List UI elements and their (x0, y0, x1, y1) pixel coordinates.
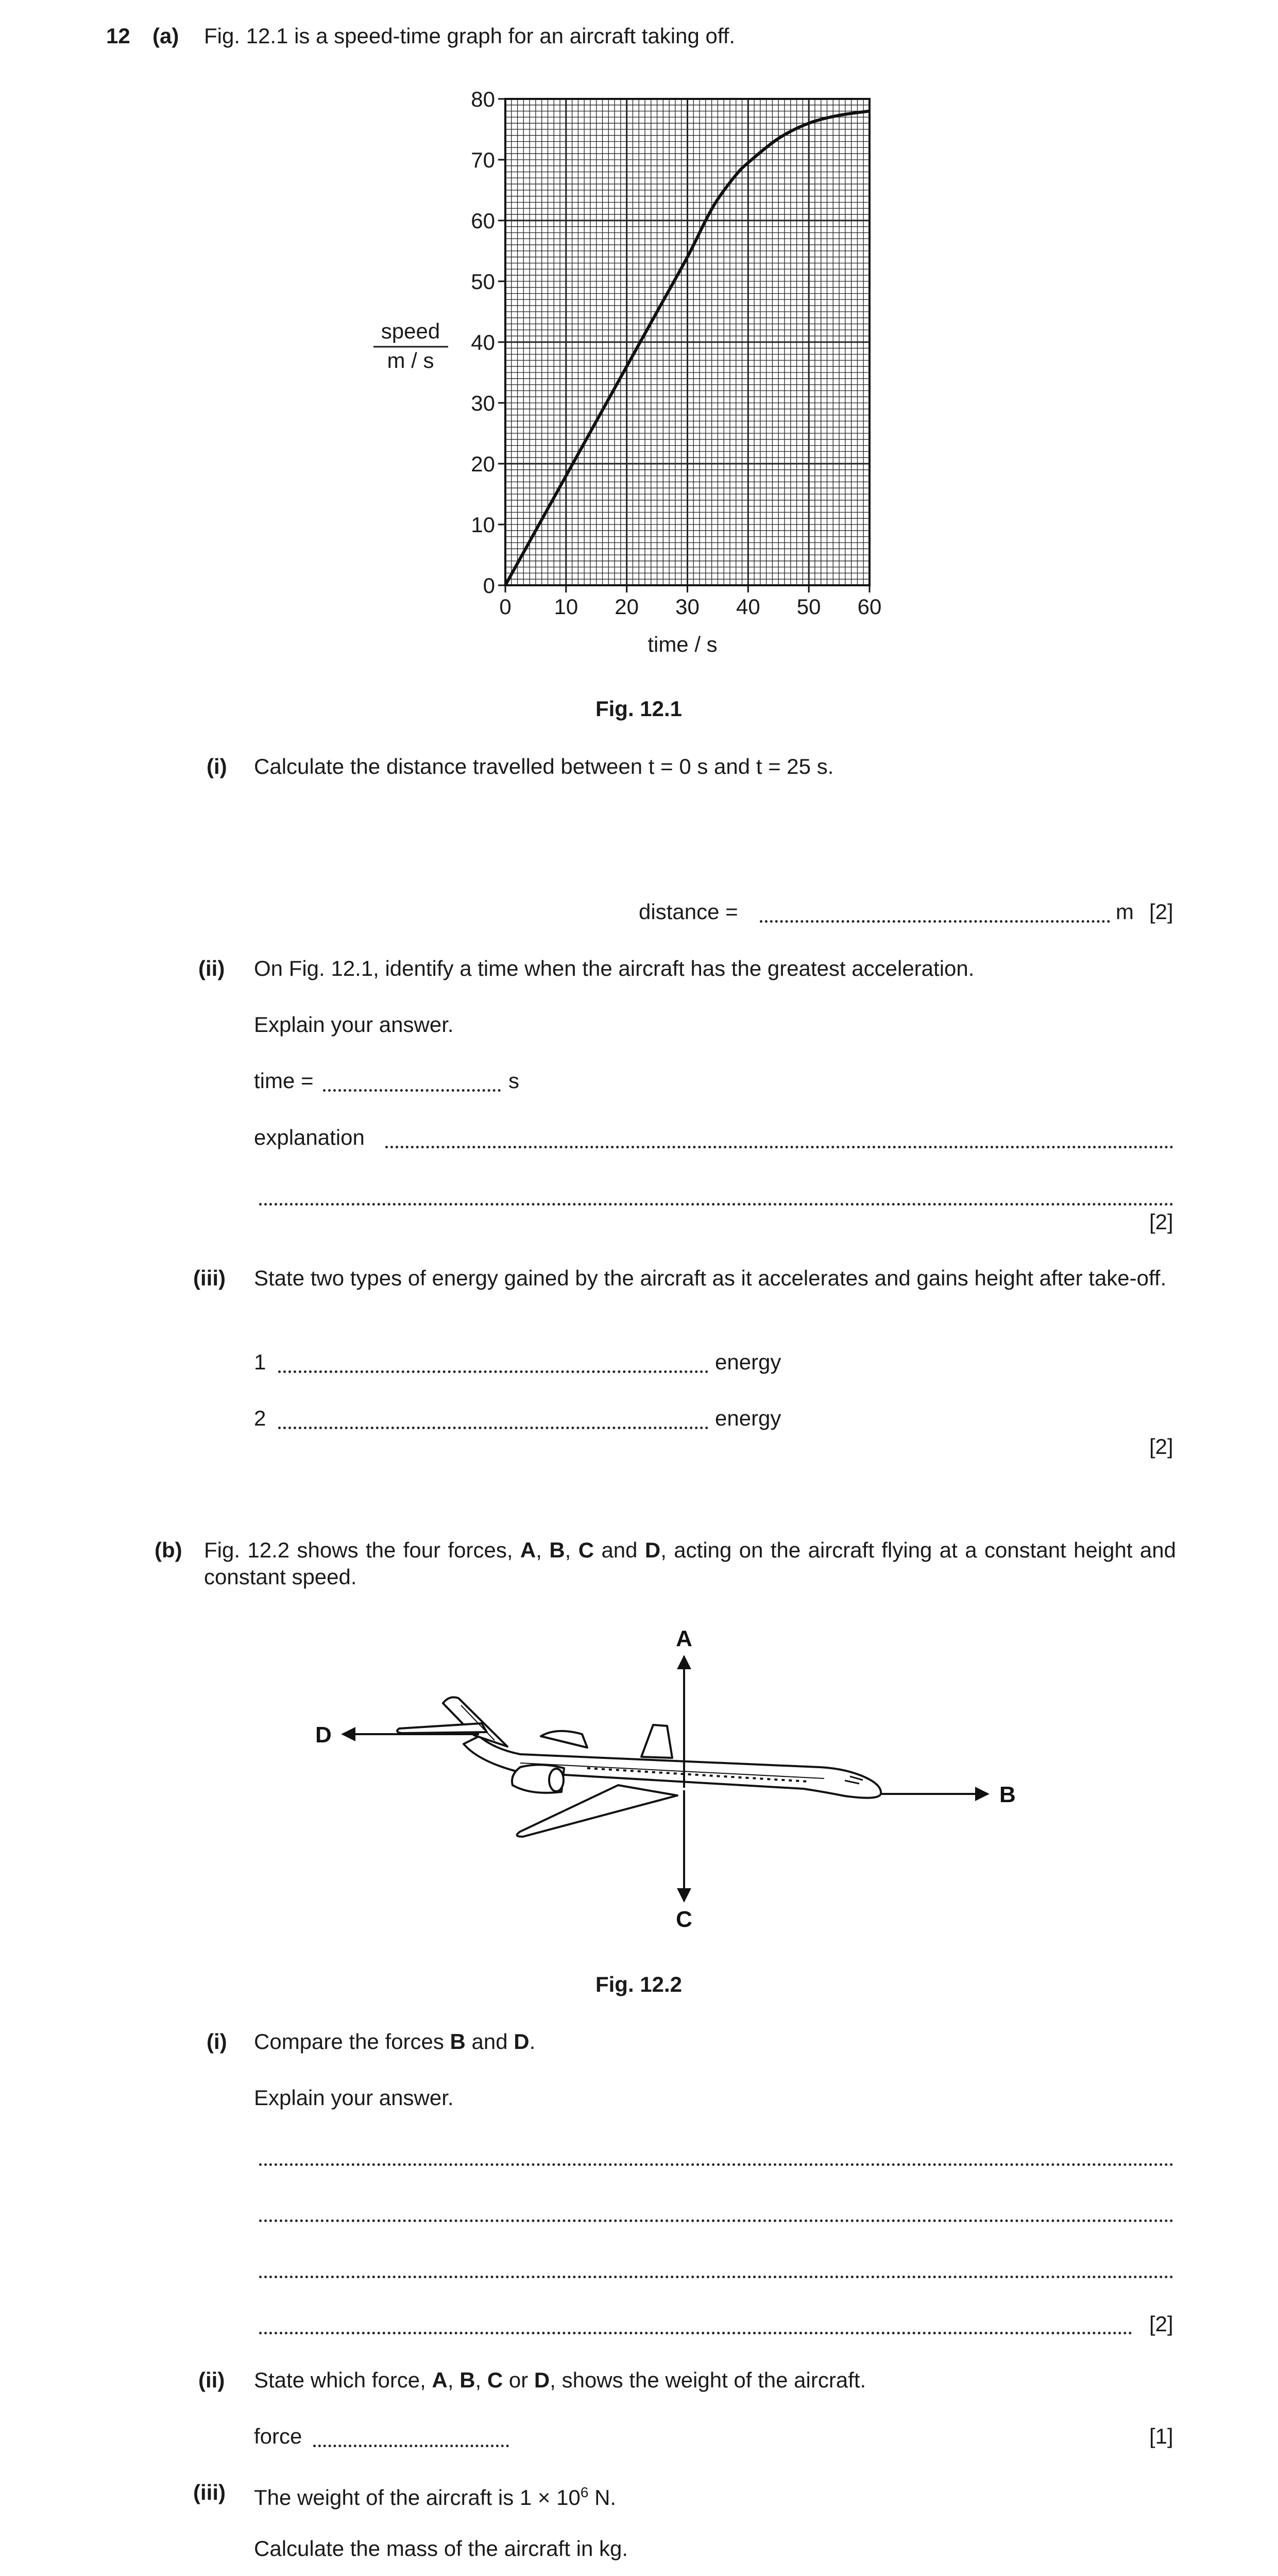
energy-2-answer-line[interactable] (278, 1427, 708, 1429)
a-ii-explain: Explain your answer. (254, 1012, 454, 1037)
b-i-answer-line-3[interactable] (259, 2276, 1173, 2278)
a-i-marks: [2] (1149, 900, 1173, 924)
explanation-label: explanation (254, 1125, 365, 1149)
energy-1-number: 1 (254, 1350, 266, 1374)
a-iii-marks: [2] (1149, 1434, 1173, 1459)
x-tick-label: 10 (554, 595, 578, 619)
y-tick-label: 70 (471, 148, 495, 172)
b-iii-weight: The weight of the aircraft is $1 \times 10^6$ N. (254, 2484, 617, 2510)
y-tick-label: 40 (471, 330, 495, 354)
chart-x-ticks (499, 585, 881, 619)
aircraft-forces-diagram (304, 1618, 1051, 1937)
distance-answer-line[interactable] (760, 920, 1110, 923)
b-i-answer-line-4[interactable] (259, 2332, 1132, 2334)
tail-stabilizer (397, 1723, 487, 1733)
engine-intake (549, 1769, 564, 1791)
fig-12-2-caption: Fig. 12.2 (595, 1972, 683, 1996)
energy-2-number: 2 (254, 1406, 266, 1430)
far-wing (541, 1731, 587, 1748)
b-ii-text: State which force, A, B, C or D, shows the weight of the aircraft. (254, 2368, 866, 2392)
time-label: time = (254, 1069, 314, 1093)
y-tick-label: 50 (471, 269, 495, 294)
fig-12-1-caption: Fig. 12.1 (595, 697, 683, 721)
y-tick-label: 30 (471, 391, 495, 415)
x-tick-label: 0 (499, 595, 512, 619)
a-ii-text: On Fig. 12.1, identify a time when the aircraft has the greatest acceleration. (254, 956, 975, 980)
x-tick-label: 20 (615, 595, 639, 619)
b-i-label: (i) (207, 2029, 227, 2054)
part-b-label: (b) (155, 1538, 182, 1562)
force-b-label: B (999, 1782, 1016, 1807)
explanation-line-2[interactable] (259, 1203, 1173, 1206)
explanation-line-1[interactable] (385, 1146, 1173, 1148)
time-unit: s (508, 1069, 519, 1093)
y-tick-label: 80 (471, 87, 495, 111)
b-ii-label: (ii) (198, 2368, 225, 2392)
a-i-text: Calculate the distance travelled between t = 0 s and t = 25 s. (254, 754, 834, 778)
force-a-label: A (676, 1626, 692, 1651)
force-label: force (254, 2424, 302, 2448)
chart-x-axis-label: time / s (647, 632, 718, 656)
x-tick-label: 60 (857, 595, 882, 619)
y-tick-label: 10 (471, 513, 495, 537)
b-i-answer-line-1[interactable] (259, 2163, 1173, 2166)
distance-label: distance = (639, 900, 738, 924)
time-answer-line[interactable] (323, 1089, 501, 1092)
b-i-text: Compare the forces B and D. (254, 2029, 536, 2054)
dorsal-fin (641, 1725, 672, 1758)
x-tick-label: 40 (736, 595, 760, 619)
a-ii-label: (ii) (198, 956, 225, 980)
b-i-explain: Explain your answer. (254, 2086, 454, 2110)
question-number: 12 (106, 24, 130, 48)
y-tick-label: 20 (471, 452, 495, 476)
force-answer-line[interactable] (313, 2445, 509, 2447)
energy-1-word: energy (715, 1350, 781, 1374)
b-i-marks: [2] (1149, 2312, 1173, 2336)
a-iii-text: State two types of energy gained by the aircraft as it accelerates and gains height after take-off. (254, 1266, 1167, 1290)
y-tick-label: 60 (471, 209, 495, 233)
b-iii-label: (iii) (193, 2480, 226, 2504)
a-iii-label: (iii) (193, 1266, 226, 1290)
energy-2-word: energy (715, 1406, 781, 1430)
aircraft-drawing (397, 1697, 881, 1837)
chart-y-ticks (471, 87, 505, 598)
part-a-intro: Fig. 12.1 is a speed-time graph for an aircraft taking off. (204, 24, 736, 48)
force-d-label: D (315, 1722, 332, 1748)
x-tick-label: 50 (796, 595, 821, 619)
speed-time-chart (361, 77, 927, 670)
energy-1-answer-line[interactable] (278, 1370, 708, 1373)
b-ii-marks: [1] (1149, 2424, 1173, 2448)
y-tick-label: 0 (483, 573, 495, 598)
part-b-intro: Fig. 12.2 shows the four forces, A, B, C and D, acting on the aircraft flying at a constant height and constant speed. (204, 1538, 1176, 1589)
chart-y-axis-label-bottom: m / s (387, 348, 434, 372)
a-ii-marks: [2] (1149, 1210, 1173, 1234)
force-c-label: C (676, 1907, 692, 1932)
distance-unit: m (1116, 900, 1134, 924)
b-i-answer-line-2[interactable] (259, 2219, 1173, 2222)
chart-y-axis-label-top: speed (381, 319, 440, 343)
part-a-label: (a) (152, 24, 179, 48)
x-tick-label: 30 (675, 595, 700, 619)
b-iii-calc: Calculate the mass of the aircraft in kg. (254, 2536, 628, 2561)
a-i-label: (i) (207, 754, 227, 778)
